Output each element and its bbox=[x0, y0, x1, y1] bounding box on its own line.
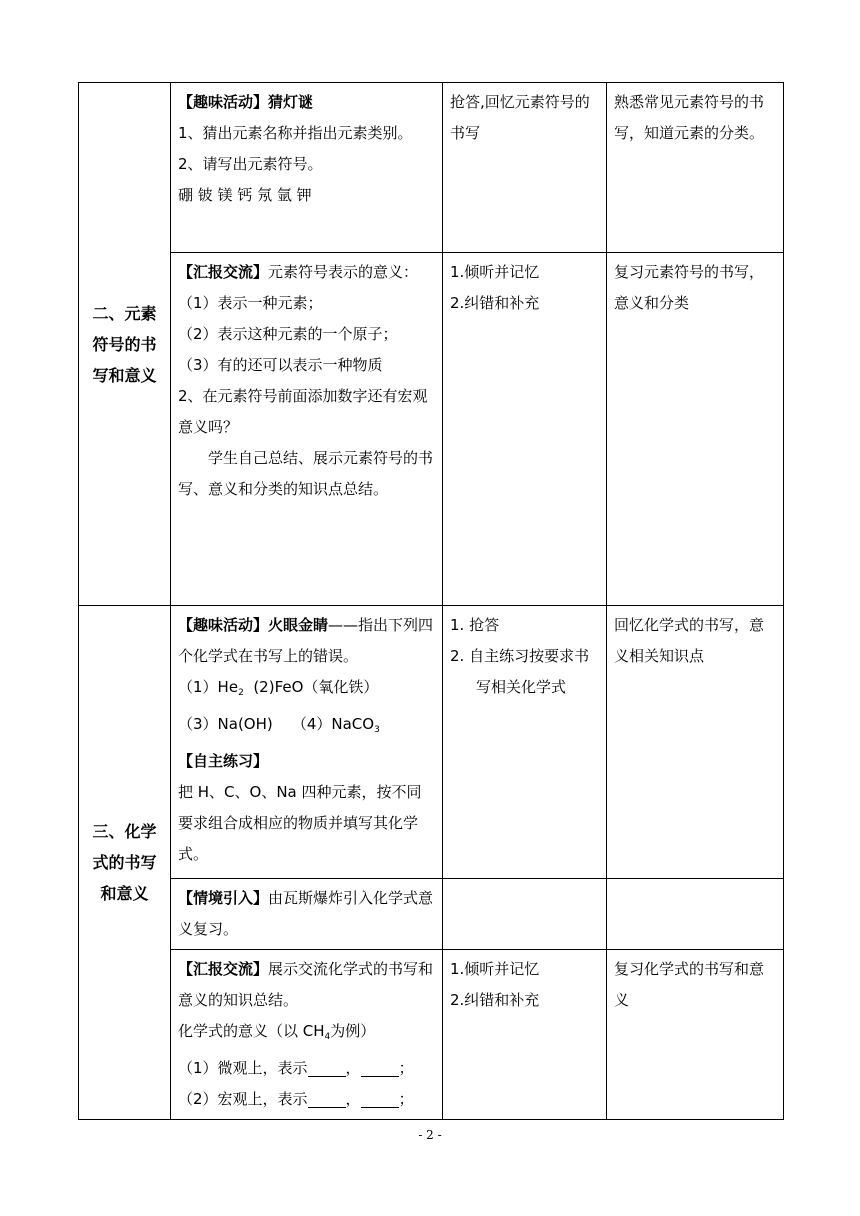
formula-line: $(1)He_2$ (2)FeO（氧化铁） bbox=[178, 678, 379, 698]
intent-cell bbox=[607, 606, 784, 879]
student-cell bbox=[443, 879, 607, 950]
activity-line: 2、请写出元素符号。 bbox=[178, 155, 323, 173]
table-row bbox=[79, 879, 784, 950]
activity-tag: 【自主练习】 bbox=[178, 752, 269, 770]
student-text: 抢答,回忆元素符号的书写 bbox=[450, 93, 590, 142]
fill-blank bbox=[308, 1089, 346, 1108]
activity-tag-rest: 展示交流化学式的书写和意义的知识总结。 bbox=[178, 960, 434, 1009]
activity-line: 1、猜出元素名称并指出元素类别。 bbox=[178, 124, 413, 142]
activity-tag: 【趣味活动】猜灯谜 bbox=[178, 93, 314, 111]
student-line: 2.纠错和补充 bbox=[450, 991, 540, 1009]
student-line: 1.倾听并记忆 bbox=[450, 263, 540, 281]
fill-blank bbox=[361, 1089, 399, 1108]
student-cell bbox=[443, 606, 607, 879]
intent-cell bbox=[607, 950, 784, 1120]
student-line: 2.纠错和补充 bbox=[450, 294, 540, 312]
activity-line: 学生自己总结、展示元素符号的书写、意义和分类的知识点总结。 bbox=[178, 449, 434, 498]
page-number: - 2 - bbox=[418, 1128, 442, 1142]
activity-line: 把 H、C、O、Na 四种元素，按不同要求组合成相应的物质并填写其化学式。 bbox=[178, 783, 422, 863]
activity-line: （1）表示一种元素； bbox=[178, 294, 323, 312]
activity-tag: 【趣味活动】火眼金睛 bbox=[178, 616, 329, 634]
activity-cell bbox=[171, 950, 443, 1120]
student-line: 1. 抢答 bbox=[450, 616, 500, 634]
activity-tag-rest: 元素符号表示的意义： bbox=[268, 263, 419, 281]
activity-line: （2）表示这种元素的一个原子； bbox=[178, 325, 398, 343]
student-line: 1.倾听并记忆 bbox=[450, 960, 540, 978]
activity-line: 2、在元素符号前面添加数字还有宏观意义吗？ bbox=[178, 387, 428, 436]
student-cell bbox=[443, 83, 607, 253]
intent-cell bbox=[607, 253, 784, 606]
formula-line: （3）Na(OH) （4）NaCO$_3$ bbox=[178, 715, 380, 735]
section-title: 三、化学式的书写和意义 bbox=[92, 822, 157, 903]
section-cell-formulas bbox=[79, 606, 171, 1120]
formula-line: 化学式的意义（以 $CH_4$为例） bbox=[178, 1022, 376, 1042]
student-cell bbox=[443, 253, 607, 606]
fill-blank bbox=[308, 1058, 346, 1077]
activity-line: 硼 铍 镁 钙 氖 氩 钾 bbox=[178, 186, 312, 204]
activity-cell bbox=[171, 879, 443, 950]
activity-cell bbox=[171, 253, 443, 606]
activity-cell bbox=[171, 606, 443, 879]
activity-text: 由瓦斯爆炸引入化学式意义复习。 bbox=[178, 889, 434, 938]
activity-tag-rest: ——指出下列四个化学式在书写上的错误。 bbox=[178, 616, 434, 665]
fill-blank bbox=[361, 1058, 399, 1077]
activity-tag: 【汇报交流】 bbox=[178, 960, 269, 978]
intent-text: 复习化学式的书写和意义 bbox=[614, 960, 765, 1009]
intent-text: 回忆化学式的书写，意义相关知识点 bbox=[614, 616, 765, 665]
section-title: 二、元素符号的书写和意义 bbox=[92, 303, 157, 385]
lesson-table bbox=[78, 82, 784, 1120]
intent-cell bbox=[607, 83, 784, 253]
table-row bbox=[79, 950, 784, 1120]
intent-text: 熟悉常见元素符号的书写，知道元素的分类。 bbox=[614, 93, 765, 142]
section-cell-symbols bbox=[79, 83, 171, 606]
student-cell bbox=[443, 950, 607, 1120]
activity-tag: 【情境引入】 bbox=[178, 889, 269, 907]
intent-cell bbox=[607, 879, 784, 950]
table-row bbox=[79, 606, 784, 879]
activity-cell bbox=[171, 83, 443, 253]
intent-text: 复习元素符号的书写，意义和分类 bbox=[614, 263, 765, 312]
fill-blank-line: （2）宏观上，表示 ， ； bbox=[178, 1090, 414, 1108]
activity-tag: 【汇报交流】 bbox=[178, 263, 269, 281]
student-line: 2. 自主练习按要求书写相关化学式 bbox=[450, 647, 590, 696]
table-row bbox=[79, 83, 784, 253]
fill-blank-line: （1）微观上，表示 ， ； bbox=[178, 1059, 414, 1077]
activity-line: （3）有的还可以表示一种物质 bbox=[178, 356, 383, 374]
table-row bbox=[79, 253, 784, 606]
